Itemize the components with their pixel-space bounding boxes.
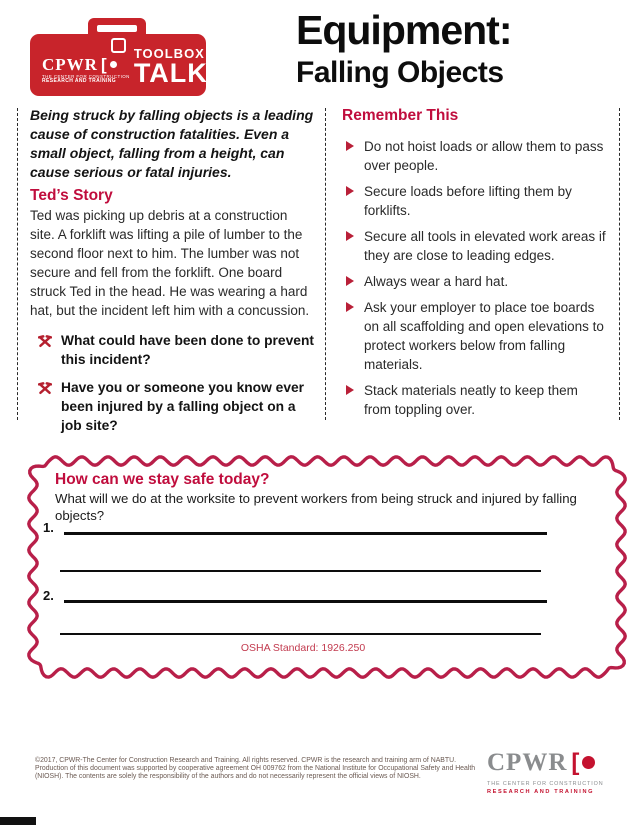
logo-subtitle-line1: THE CENTER FOR CONSTRUCTION <box>42 73 130 79</box>
question-item <box>38 331 314 369</box>
list-item <box>346 137 606 175</box>
question-text: Have you or someone you know ever been injured by a falling object on a job site? <box>61 380 305 433</box>
left-column <box>30 106 314 444</box>
write-in-line <box>64 582 547 603</box>
left-dashed-rule <box>17 108 18 420</box>
footer-logo-line2: RESEARCH AND TRAINING <box>487 789 595 795</box>
list-item <box>346 298 606 374</box>
list-item-text: Stack materials neatly to keep them from toppling over. <box>364 383 578 417</box>
logo-left-block <box>42 56 130 85</box>
story-paragraph: Ted was picking up debris at a construction site. A forklift was lifting a pile of lumber to the second floor next to him. The lumber was not secure and fell from the forklift. One board struck Ted in the head. He was wearing a hard hat, but the incident left him with a concussion. <box>30 208 310 318</box>
write-in-line <box>64 514 547 535</box>
page-corner-artifact <box>0 817 36 825</box>
remember-this-heading: Remember This <box>342 107 459 124</box>
logo-right-block <box>133 46 208 88</box>
list-item-text: Secure all tools in elevated work areas if they are close to leading edges. <box>364 229 606 263</box>
arrow-bullet-icon <box>346 385 354 395</box>
title-line2: Falling Objects <box>296 56 504 89</box>
arrow-bullet-icon <box>346 302 354 312</box>
list-item <box>346 381 606 419</box>
list-item <box>346 182 606 220</box>
cpwr-bracket-icon: [ <box>571 749 580 776</box>
cpwr-footer-logo <box>487 750 619 795</box>
answer-blank-2 <box>43 585 547 603</box>
arrow-bullet-icon <box>346 276 354 286</box>
discussion-questions <box>30 331 314 435</box>
list-item-text: Ask your employer to place toe boards on all scaffolding and open elevations to protect workers below from falling materials. <box>364 300 604 372</box>
safety-box-prompt: What will we do at the worksite to prevent workers from being struck and injured by falling objects? <box>55 491 577 523</box>
intro-paragraph: Being struck by falling objects is a leading cause of construction fatalities. Even a small object, falling from a height, can cause serious or fatal injuries. <box>30 107 314 180</box>
logo-toolbox-text: TOOLBOX <box>133 46 205 61</box>
write-in-line <box>60 633 541 635</box>
safety-tips-list <box>342 137 606 419</box>
crossed-hammers-icon <box>38 334 52 348</box>
footer-cpwr-wordmark <box>487 750 619 779</box>
list-item-text: Always wear a hard hat. <box>364 274 509 289</box>
page-title <box>296 6 630 92</box>
toolbox-latch-icon <box>111 38 126 53</box>
list-item <box>346 227 606 265</box>
safety-box-heading: How can we stay safe today? <box>55 471 270 488</box>
logo-talk-text: TALK <box>133 58 208 88</box>
logo-cpwr-wordmark <box>42 56 130 74</box>
question-item <box>38 378 314 435</box>
story-heading: Ted’s Story <box>30 187 113 204</box>
osha-standard-reference: OSHA Standard: 1926.250 <box>240 642 366 654</box>
answer-number: 2. <box>43 588 54 603</box>
copyright-disclaimer: ©2017, CPWR-The Center for Construction Research and Training. All rights reserved. CPWR is the research and training arm of NABTU. Production of this document was supported by cooperative agreement OH 009762 from the National Institute for Occupational Safety and Health (NIOSH). The contents are solely the responsibility of the authors and do not necessarily represent the official views of NIOSH. <box>35 757 476 780</box>
cpwr-bracket-icon: [ <box>100 54 108 74</box>
list-item <box>346 272 606 291</box>
footer-cpwr-text: CPWR <box>487 749 568 776</box>
list-item-text: Do not hoist loads or allow them to pass over people. <box>364 139 604 173</box>
safety-discussion-box <box>33 461 621 673</box>
logo-cpwr-text: CPWR <box>42 54 98 74</box>
right-column <box>342 106 606 426</box>
middle-dashed-rule <box>325 108 326 420</box>
list-item-text: Secure loads before lifting them by forklifts. <box>364 184 572 218</box>
arrow-bullet-icon <box>346 231 354 241</box>
right-dashed-rule <box>619 108 620 420</box>
toolbox-body-icon <box>30 34 206 96</box>
question-text: What could have been done to prevent this incident? <box>61 333 314 367</box>
answer-number: 1. <box>43 520 54 535</box>
cpwr-dot-icon <box>582 756 595 769</box>
logo-subtitle-line2: RESEARCH AND TRAINING <box>42 78 117 84</box>
cpwr-toolbox-logo <box>30 18 206 98</box>
write-in-line <box>60 570 541 572</box>
arrow-bullet-icon <box>346 186 354 196</box>
answer-blank-1 <box>43 517 547 535</box>
title-line1: Equipment: <box>296 7 512 53</box>
crossed-hammers-icon <box>38 381 52 395</box>
footer-logo-line1: THE CENTER FOR CONSTRUCTION <box>487 781 604 787</box>
arrow-bullet-icon <box>346 141 354 151</box>
cpwr-dot-icon <box>110 61 117 68</box>
